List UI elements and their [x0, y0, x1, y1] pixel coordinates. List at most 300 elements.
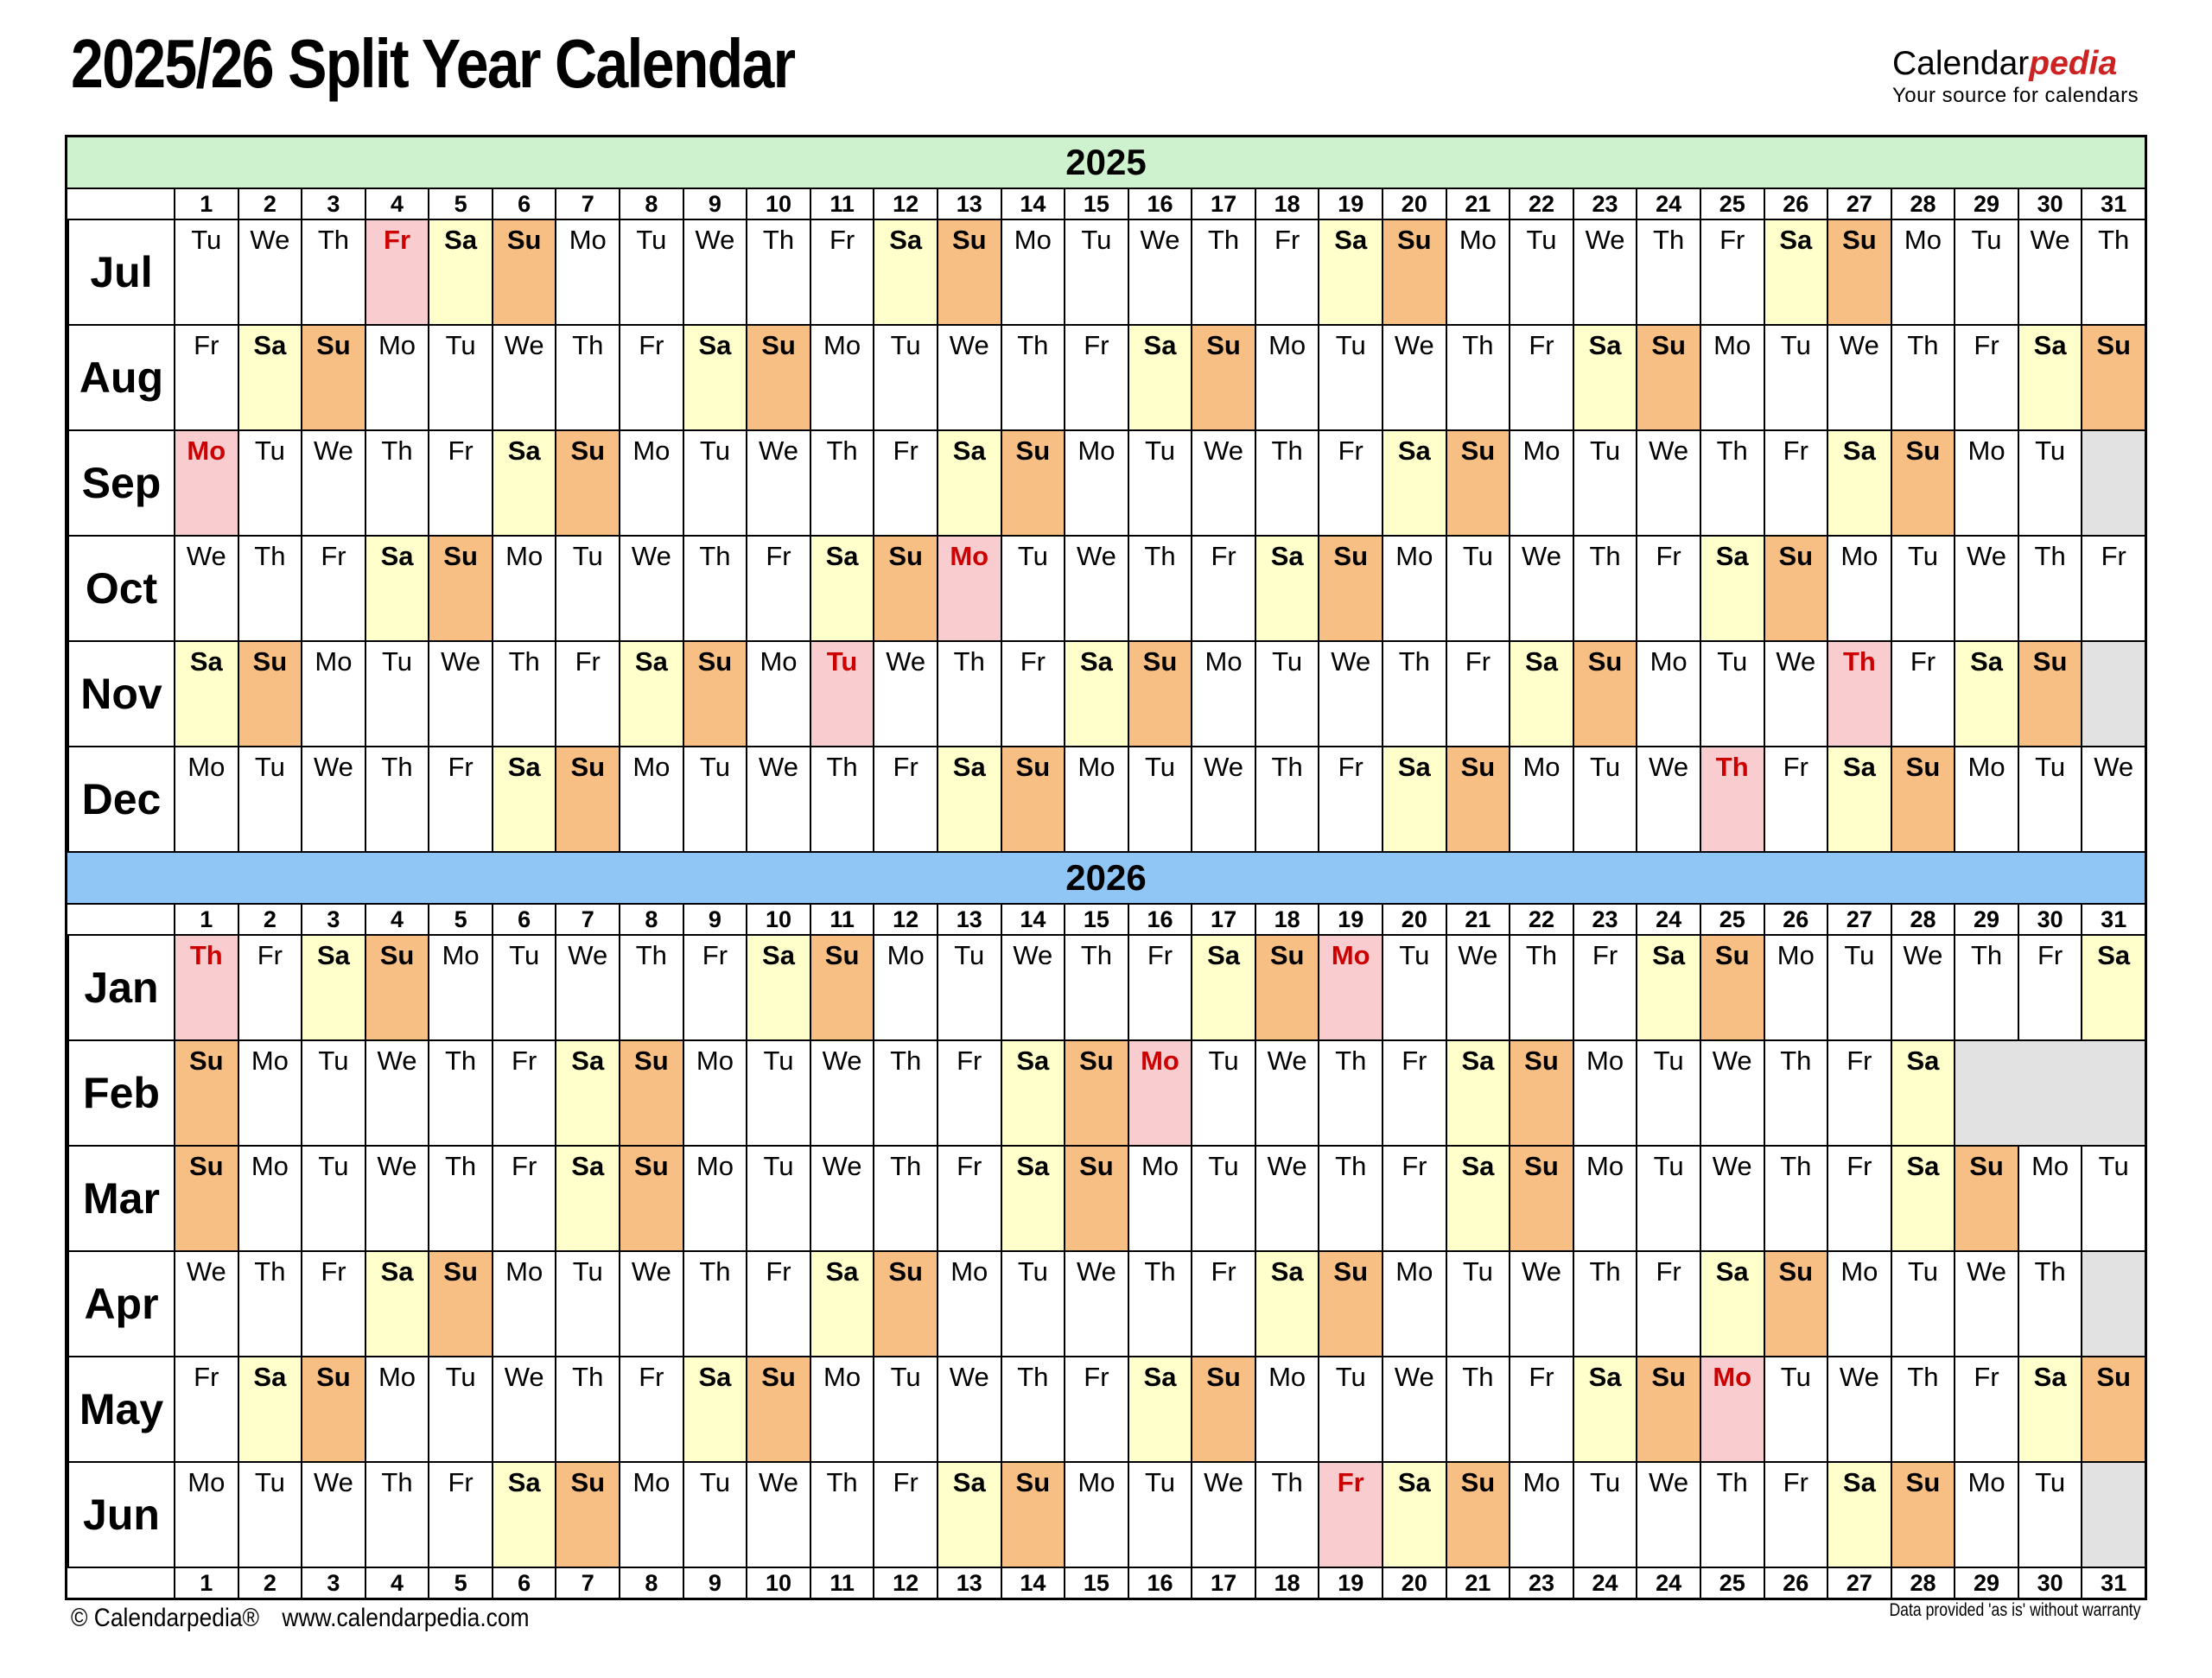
day-cell: Su: [428, 1252, 492, 1356]
day-cell: Tu: [619, 220, 683, 324]
day-cell: We: [2081, 747, 2145, 851]
day-cell: Tu: [301, 1147, 365, 1250]
day-cell: Mo: [1700, 1357, 1764, 1461]
day-cell: Mo: [1128, 1041, 1192, 1145]
day-cell: Tu: [1764, 1357, 1827, 1461]
day-cell: We: [365, 1041, 429, 1145]
day-number: 4: [365, 189, 429, 219]
day-number: 11: [810, 905, 874, 934]
day-cell: Th: [428, 1041, 492, 1145]
day-cell: Mo: [937, 537, 1001, 640]
day-cell: Mo: [1764, 936, 1827, 1039]
day-cell: Fr: [2018, 936, 2082, 1039]
day-cell: Mo: [301, 642, 365, 746]
day-cell: Su: [1001, 1463, 1065, 1567]
day-number: 24: [1636, 905, 1700, 934]
day-number: 5: [428, 1568, 492, 1598]
day-number: 18: [1255, 1568, 1319, 1598]
day-number: 28: [1891, 1568, 1955, 1598]
day-cell: Fr: [1827, 1041, 1891, 1145]
day-number: 23: [1509, 1568, 1573, 1598]
day-cell: We: [1064, 537, 1128, 640]
day-cell: Th: [683, 537, 747, 640]
day-cell: Sa: [555, 1041, 619, 1145]
day-cell: Su: [1891, 1463, 1955, 1567]
day-cell: Th: [1255, 431, 1319, 535]
day-number: 17: [1191, 905, 1255, 934]
day-number: 12: [873, 1568, 937, 1598]
day-number: 18: [1255, 905, 1319, 934]
day-cell: We: [1700, 1041, 1764, 1145]
day-cell: Sa: [810, 1252, 874, 1356]
day-cell: Su: [555, 431, 619, 535]
day-cell: Fr: [1318, 747, 1382, 851]
day-number: 26: [1764, 1568, 1827, 1598]
day-cell: Tu: [1001, 1252, 1065, 1356]
day-cell: Mo: [1700, 326, 1764, 429]
day-cell: Fr: [1764, 1463, 1827, 1567]
day-cell: [1954, 1041, 2018, 1145]
day-cell: Mo: [1891, 220, 1955, 324]
day-cell: Fr: [428, 431, 492, 535]
day-cell: We: [937, 1357, 1001, 1461]
day-number: 19: [1318, 905, 1382, 934]
day-cell: Fr: [1318, 1463, 1382, 1567]
day-number: 3: [301, 1568, 365, 1598]
day-cell: Fr: [937, 1147, 1001, 1250]
day-cell: Fr: [1827, 1147, 1891, 1250]
day-cell: Sa: [1382, 747, 1446, 851]
day-cell: Fr: [937, 1041, 1001, 1145]
day-cell: Sa: [1446, 1041, 1510, 1145]
footer-copyright: © Calendarpedia®: [71, 1604, 259, 1632]
day-cell: Tu: [174, 220, 238, 324]
day-cell: Tu: [555, 537, 619, 640]
day-cell: Mo: [1128, 1147, 1192, 1250]
day-cell: Fr: [1255, 220, 1319, 324]
day-cell: We: [1636, 1463, 1700, 1567]
day-number: 24: [1573, 1568, 1637, 1598]
day-cell: Mo: [1573, 1147, 1637, 1250]
day-cell: Tu: [238, 431, 302, 535]
day-cell: Su: [492, 220, 556, 324]
day-cell: [2081, 1252, 2145, 1356]
day-cell: Th: [1700, 1463, 1764, 1567]
day-cell: Tu: [1255, 642, 1319, 746]
day-cell: Mo: [1064, 1463, 1128, 1567]
day-cell: We: [365, 1147, 429, 1250]
day-cell: Tu: [810, 642, 874, 746]
day-cell: Mo: [238, 1041, 302, 1145]
day-number: 21: [1446, 189, 1510, 219]
day-number: 15: [1064, 905, 1128, 934]
day-cell: Su: [937, 220, 1001, 324]
day-cell: We: [937, 326, 1001, 429]
day-cell: We: [1636, 747, 1700, 851]
day-cell: Th: [365, 747, 429, 851]
month-row-sep: [67, 429, 2145, 535]
page-title: 2025/26 Split Year Calendar: [71, 25, 795, 102]
day-number: 29: [1954, 189, 2018, 219]
day-cell: Sa: [1827, 1463, 1891, 1567]
day-cell: Mo: [174, 431, 238, 535]
day-cell: Th: [1446, 1357, 1510, 1461]
day-cell: Fr: [746, 537, 810, 640]
day-cell: Tu: [1954, 220, 2018, 324]
day-cell: Fr: [174, 1357, 238, 1461]
month-row-dec: [67, 746, 2145, 851]
day-cell: Mo: [174, 1463, 238, 1567]
month-row-jun: [67, 1461, 2145, 1567]
day-cell: Fr: [2081, 537, 2145, 640]
day-cell: We: [1764, 642, 1827, 746]
day-cell: Mo: [174, 747, 238, 851]
year-banner-2025: 2025: [67, 137, 2145, 188]
day-cell: Sa: [1891, 1041, 1955, 1145]
day-number: 13: [937, 1568, 1001, 1598]
day-cell: Su: [1446, 431, 1510, 535]
day-cell: Tu: [2018, 1463, 2082, 1567]
day-cell: Sa: [1573, 326, 1637, 429]
day-number: 28: [1891, 905, 1955, 934]
day-cell: Su: [301, 326, 365, 429]
day-number: 2: [238, 189, 302, 219]
day-cell: Su: [2081, 326, 2145, 429]
day-cell: Fr: [301, 1252, 365, 1356]
day-cell: [2018, 1041, 2082, 1145]
day-number: 4: [365, 1568, 429, 1598]
day-cell: Sa: [683, 1357, 747, 1461]
day-number: 7: [555, 1568, 619, 1598]
day-cell: Th: [555, 326, 619, 429]
day-number: 31: [2081, 189, 2145, 219]
day-cell: Su: [1318, 537, 1382, 640]
month-column-spacer: [67, 189, 174, 219]
day-cell: Fr: [1191, 537, 1255, 640]
day-cell: Fr: [1064, 1357, 1128, 1461]
day-cell: Su: [873, 1252, 937, 1356]
day-number: 30: [2018, 905, 2082, 934]
day-cell: Mo: [619, 1463, 683, 1567]
day-cell: Su: [1064, 1147, 1128, 1250]
day-cell: Tu: [492, 936, 556, 1039]
day-cell: We: [301, 431, 365, 535]
day-cell: Th: [174, 936, 238, 1039]
day-cell: [2081, 642, 2145, 746]
day-cell: [2081, 1041, 2145, 1145]
day-cell: Fr: [1891, 642, 1955, 746]
day-cell: Tu: [2018, 747, 2082, 851]
day-cell: Su: [1509, 1041, 1573, 1145]
day-cell: We: [428, 642, 492, 746]
day-number: 27: [1827, 189, 1891, 219]
month-label: Feb: [67, 1041, 174, 1145]
day-cell: Tu: [1636, 1147, 1700, 1250]
day-cell: Th: [1764, 1041, 1827, 1145]
day-number: 1: [174, 1568, 238, 1598]
day-cell: Sa: [1382, 431, 1446, 535]
month-column-spacer: [67, 905, 174, 934]
day-cell: Mo: [683, 1147, 747, 1250]
day-cell: Tu: [1573, 747, 1637, 851]
day-cell: Sa: [1509, 642, 1573, 746]
day-cell: Tu: [746, 1041, 810, 1145]
day-number: 7: [555, 189, 619, 219]
day-cell: We: [1954, 537, 2018, 640]
day-cell: Th: [1891, 1357, 1955, 1461]
day-number: 5: [428, 905, 492, 934]
footer-disclaimer: Data provided 'as is' without warranty: [1889, 1600, 2141, 1620]
day-cell: Mo: [492, 1252, 556, 1356]
day-cell: Fr: [873, 747, 937, 851]
month-label: Dec: [67, 747, 174, 851]
day-cell: We: [555, 936, 619, 1039]
day-number: 10: [746, 189, 810, 219]
day-cell: We: [1191, 1463, 1255, 1567]
day-cell: Mo: [1064, 431, 1128, 535]
day-cell: Tu: [1128, 1463, 1192, 1567]
day-cell: Mo: [1446, 220, 1510, 324]
day-cell: Fr: [619, 1357, 683, 1461]
day-cell: We: [1573, 220, 1637, 324]
day-cell: We: [746, 1463, 810, 1567]
day-cell: Mo: [555, 220, 619, 324]
day-cell: Sa: [1255, 1252, 1319, 1356]
day-numbers-footer: [67, 1567, 2145, 1598]
day-number: 31: [2081, 1568, 2145, 1598]
day-cell: Tu: [1636, 1041, 1700, 1145]
day-cell: Th: [683, 1252, 747, 1356]
day-cell: Th: [301, 220, 365, 324]
day-cell: Mo: [1954, 747, 2018, 851]
month-row-mar: [67, 1145, 2145, 1250]
day-cell: Mo: [1255, 326, 1319, 429]
day-number: 1: [174, 189, 238, 219]
month-label: May: [67, 1357, 174, 1461]
day-number: 4: [365, 905, 429, 934]
day-cell: Su: [1255, 936, 1319, 1039]
day-cell: Fr: [873, 431, 937, 535]
month-label: Jul: [67, 220, 174, 324]
day-cell: Su: [555, 1463, 619, 1567]
year-banner-2026: 2026: [67, 851, 2145, 903]
day-number: 3: [301, 189, 365, 219]
day-cell: Th: [1191, 220, 1255, 324]
day-cell: Fr: [1573, 936, 1637, 1039]
day-cell: Fr: [555, 642, 619, 746]
day-cell: Su: [2018, 642, 2082, 746]
day-cell: We: [1382, 1357, 1446, 1461]
day-cell: Th: [238, 537, 302, 640]
day-number: 13: [937, 905, 1001, 934]
day-number: 16: [1128, 1568, 1192, 1598]
day-cell: Th: [1255, 1463, 1319, 1567]
day-cell: Mo: [1827, 537, 1891, 640]
day-number: 17: [1191, 189, 1255, 219]
day-cell: Su: [873, 537, 937, 640]
day-cell: We: [1318, 642, 1382, 746]
day-cell: Mo: [1191, 642, 1255, 746]
day-cell: Th: [428, 1147, 492, 1250]
day-cell: Tu: [301, 1041, 365, 1145]
day-cell: Th: [238, 1252, 302, 1356]
day-cell: Fr: [1318, 431, 1382, 535]
day-cell: Tu: [1573, 431, 1637, 535]
calendarpedia-logo: [1892, 47, 2139, 106]
day-cell: Fr: [1636, 537, 1700, 640]
day-cell: Fr: [746, 1252, 810, 1356]
day-cell: Sa: [1001, 1147, 1065, 1250]
day-cell: Sa: [492, 431, 556, 535]
day-cell: Mo: [619, 747, 683, 851]
day-cell: Su: [1446, 747, 1510, 851]
day-cell: Sa: [1064, 642, 1128, 746]
day-cell: Sa: [683, 326, 747, 429]
day-cell: Fr: [1509, 1357, 1573, 1461]
day-number: 1: [174, 905, 238, 934]
day-cell: Fr: [1382, 1147, 1446, 1250]
day-cell: Th: [873, 1147, 937, 1250]
day-cell: Th: [1573, 537, 1637, 640]
day-cell: Sa: [1255, 537, 1319, 640]
day-cell: Tu: [1001, 537, 1065, 640]
day-cell: We: [1255, 1147, 1319, 1250]
day-cell: Tu: [1382, 936, 1446, 1039]
day-cell: Su: [1700, 936, 1764, 1039]
day-number: 23: [1573, 189, 1637, 219]
day-number: 21: [1446, 905, 1510, 934]
day-cell: We: [873, 642, 937, 746]
day-number: 29: [1954, 905, 2018, 934]
logo-text-black: Calendar: [1892, 45, 2030, 82]
day-number: 9: [683, 1568, 747, 1598]
day-cell: Fr: [1700, 220, 1764, 324]
day-cell: Tu: [1064, 220, 1128, 324]
day-cell: Fr: [492, 1147, 556, 1250]
day-cell: Th: [937, 642, 1001, 746]
day-cell: We: [1446, 936, 1510, 1039]
day-cell: Sa: [1827, 747, 1891, 851]
month-label: Jun: [67, 1463, 174, 1567]
day-cell: Su: [1446, 1463, 1510, 1567]
day-cell: We: [746, 431, 810, 535]
day-cell: Th: [873, 1041, 937, 1145]
footer-url-link[interactable]: www.calendarpedia.com: [282, 1604, 530, 1632]
day-number: 30: [2018, 189, 2082, 219]
day-number: 20: [1382, 189, 1446, 219]
day-cell: Sa: [1636, 936, 1700, 1039]
day-cell: Su: [1954, 1147, 2018, 1250]
month-label: Mar: [67, 1147, 174, 1250]
day-cell: Su: [2081, 1357, 2145, 1461]
day-cell: We: [1064, 1252, 1128, 1356]
day-cell: Fr: [1382, 1041, 1446, 1145]
day-cell: Tu: [2018, 431, 2082, 535]
day-cell: Mo: [1318, 936, 1382, 1039]
day-numbers-header-2025: [67, 188, 2145, 219]
day-cell: Sa: [2018, 326, 2082, 429]
day-cell: Sa: [619, 642, 683, 746]
day-cell: Mo: [1382, 1252, 1446, 1356]
day-cell: Sa: [365, 1252, 429, 1356]
day-cell: Tu: [1509, 220, 1573, 324]
day-cell: Su: [1318, 1252, 1382, 1356]
day-number: 25: [1700, 905, 1764, 934]
day-cell: Mo: [365, 1357, 429, 1461]
day-number: 22: [1509, 905, 1573, 934]
day-cell: Tu: [1764, 326, 1827, 429]
day-cell: [2081, 431, 2145, 535]
day-cell: Sa: [2081, 936, 2145, 1039]
day-cell: Sa: [238, 326, 302, 429]
day-number: 27: [1827, 905, 1891, 934]
month-column-spacer: [67, 1568, 174, 1598]
month-label: Jan: [67, 936, 174, 1039]
day-cell: Mo: [937, 1252, 1001, 1356]
day-cell: Tu: [1446, 537, 1510, 640]
month-row-may: [67, 1356, 2145, 1461]
day-cell: Fr: [1764, 747, 1827, 851]
day-cell: Tu: [1446, 1252, 1510, 1356]
day-cell: We: [1954, 1252, 2018, 1356]
day-cell: Tu: [1891, 1252, 1955, 1356]
day-cell: We: [301, 747, 365, 851]
day-cell: Mo: [365, 326, 429, 429]
day-cell: Fr: [810, 220, 874, 324]
day-cell: Su: [619, 1147, 683, 1250]
day-cell: Fr: [428, 1463, 492, 1567]
day-cell: Th: [619, 936, 683, 1039]
day-cell: Th: [1446, 326, 1510, 429]
day-cell: Fr: [873, 1463, 937, 1567]
day-cell: Su: [174, 1041, 238, 1145]
day-cell: Th: [1064, 936, 1128, 1039]
day-cell: Fr: [1764, 431, 1827, 535]
day-cell: We: [1001, 936, 1065, 1039]
day-cell: Sa: [1764, 220, 1827, 324]
day-cell: Th: [365, 1463, 429, 1567]
day-cell: Th: [1318, 1041, 1382, 1145]
day-cell: We: [1382, 326, 1446, 429]
day-cell: Fr: [174, 326, 238, 429]
day-cell: Th: [1001, 1357, 1065, 1461]
day-cell: Tu: [428, 326, 492, 429]
day-cell: We: [1191, 747, 1255, 851]
day-cell: Th: [2018, 537, 2082, 640]
day-cell: Su: [1764, 1252, 1827, 1356]
month-label: Nov: [67, 642, 174, 746]
month-row-nov: [67, 640, 2145, 746]
day-cell: Su: [428, 537, 492, 640]
day-cell: Th: [1128, 537, 1192, 640]
day-number: 6: [492, 189, 556, 219]
day-cell: Sa: [1700, 537, 1764, 640]
day-cell: Tu: [1891, 537, 1955, 640]
day-cell: Th: [810, 1463, 874, 1567]
day-cell: Tu: [1827, 936, 1891, 1039]
day-cell: Tu: [1318, 326, 1382, 429]
month-row-feb: [67, 1039, 2145, 1145]
day-cell: Th: [2081, 220, 2145, 324]
day-number: 19: [1318, 189, 1382, 219]
month-label: Apr: [67, 1252, 174, 1356]
day-cell: We: [1827, 1357, 1891, 1461]
day-cell: We: [1891, 936, 1955, 1039]
day-cell: Th: [1700, 747, 1764, 851]
day-cell: Sa: [1573, 1357, 1637, 1461]
day-cell: We: [746, 747, 810, 851]
day-number: 20: [1382, 1568, 1446, 1598]
